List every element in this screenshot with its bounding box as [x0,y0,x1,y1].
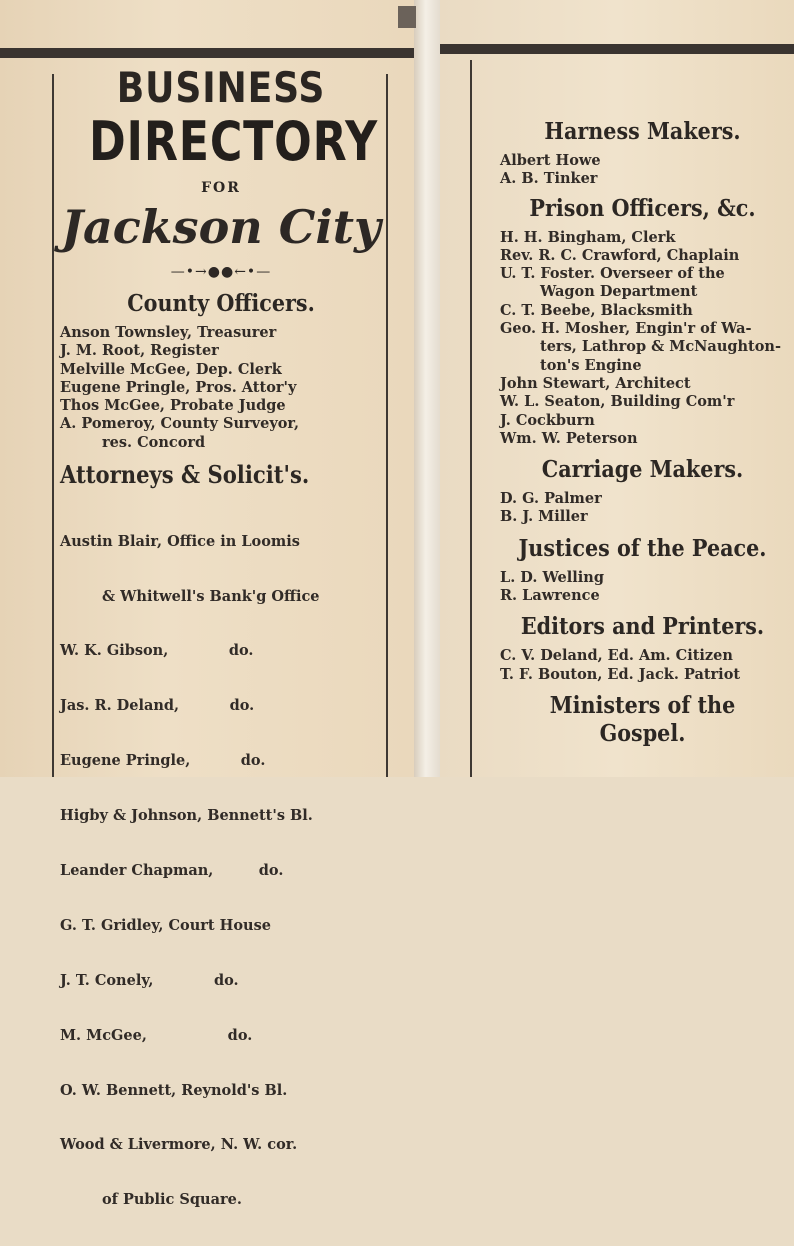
right-directory-column [500,118,785,748]
ornament-divider: —•→●●←•— [170,264,272,280]
list-item: Anson Townsley, Treasurer [60,324,277,341]
carriage-makers-list [500,490,785,527]
list-item: Jas. R. Deland, do. [60,697,255,715]
title-business: BUSINESS [116,63,326,112]
list-item: J. T. Conely, do. [60,971,239,989]
list-item: B. J. Miller [500,508,588,526]
list-item: ters, Lathrop & McNaughton- [540,338,781,356]
list-item: A. Pomeroy, County Surveyor, [60,415,300,433]
list-item: & Whitwell's Bank'g Office [102,587,320,605]
list-item: C. V. Deland, Ed. Am. Citizen [500,647,733,665]
ministers-heading-line1: Ministers of the [549,691,736,719]
list-item: W. K. Gibson, do. [60,642,254,660]
list-item: H. H. Bingham, Clerk [500,228,676,246]
binding-clip [398,6,416,28]
justices-heading: Justices of the Peace. [518,534,767,562]
justices-list [500,569,785,606]
harness-makers-heading: Harness Makers. [544,118,741,145]
list-item: Wagon Department [540,283,698,301]
list-item: Geo. H. Mosher, Engin'r of Wa- [500,320,752,338]
column-rule-left [470,60,472,777]
list-item: ton's Engine [540,356,642,374]
business-directory-column [60,60,382,1246]
prison-officers-heading: Prison Officers, &c. [529,194,756,222]
list-item: Austin Blair, Office in Loomis [60,532,300,550]
prison-officers-list [500,229,785,449]
list-item: Thos McGee, Probate Judge [60,397,286,415]
top-rule [440,44,794,54]
ministers-heading-line2: Gospel. [599,719,686,747]
list-item: C. T. Beebe, Blacksmith [500,301,693,319]
attorneys-heading: Attorneys & Solicit's. [60,460,310,490]
list-item: John Stewart, Architect [500,374,691,392]
county-officers-heading: County Officers. [127,290,315,317]
editors-heading: Editors and Printers. [520,613,765,641]
list-item: R. Lawrence [500,587,600,605]
list-item: O. W. Bennett, Reynold's Bl. [60,1081,288,1099]
harness-makers-list [500,152,785,189]
list-item: Wm. W. Peterson [500,429,638,447]
list-item: Eugene Pringle, do. [60,752,266,770]
list-item: W. L. Seaton, Building Com'r [500,393,735,411]
column-rule-right [386,74,388,777]
list-item: of Public Square. [102,1191,242,1209]
list-item: Albert Howe [500,152,601,169]
list-item: J. Cockburn [500,411,595,429]
list-item: Leander Chapman, do. [60,862,284,880]
editors-list [500,647,785,684]
title-for: FOR [201,180,241,196]
list-item: Melville McGee, Dep. Clerk [60,360,282,378]
title-directory: DIRECTORY [88,110,379,173]
list-item: G. T. Gridley, Court House [60,916,271,934]
list-item: res. Concord [102,433,206,451]
list-item: A. B. Tinker [500,170,598,188]
list-item: Rev. R. C. Crawford, Chaplain [500,246,740,264]
list-item: L. D. Welling [500,568,604,586]
list-item: U. T. Foster. Overseer of the [500,265,725,283]
list-item: Eugene Pringle, Pros. Attor'y [60,378,297,396]
title-jackson-city: Jackson City [61,200,381,254]
list-item: Higby & Johnson, Bennett's Bl. [60,807,313,825]
page-gutter [414,0,440,777]
county-officers-list [60,324,382,452]
attorneys-list [60,496,382,1246]
carriage-makers-heading: Carriage Makers. [541,456,744,484]
column-rule-left [52,74,54,777]
list-item: D. G. Palmer [500,490,602,508]
list-item: T. F. Bouton, Ed. Jack. Patriot [500,665,741,683]
list-item: M. McGee, do. [60,1026,253,1044]
list-item: Wood & Livermore, N. W. cor. [60,1136,298,1154]
top-rule [0,48,414,58]
list-item: J. M. Root, Register [60,342,219,360]
